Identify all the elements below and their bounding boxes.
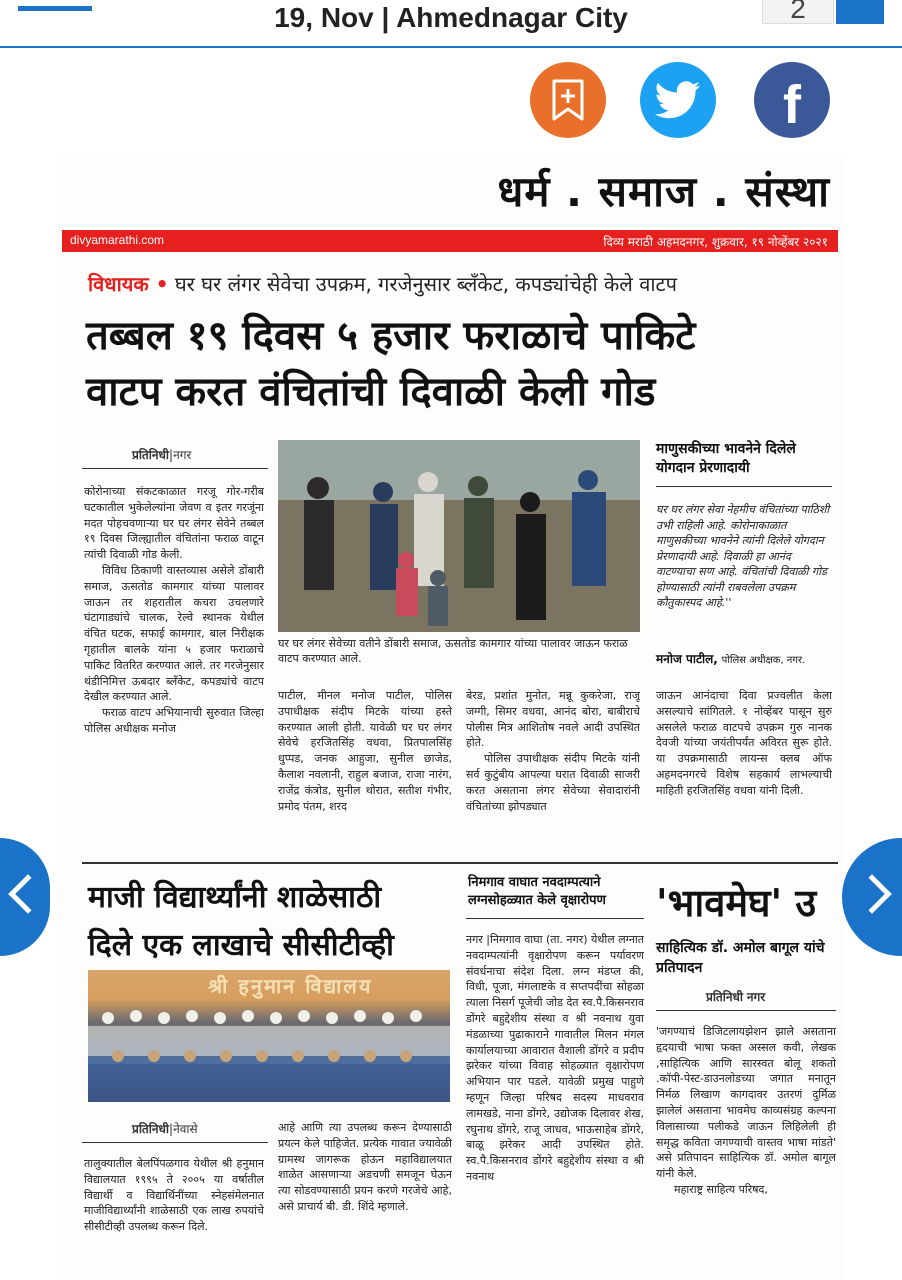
- bookmark-plus-icon: [551, 79, 585, 121]
- story3-headline[interactable]: निमगाव वाघात नवदाम्पत्याने लग्नसोहळ्यात केले वृक्षारोपण: [468, 875, 606, 908]
- story1-sidebar-signature: [656, 650, 836, 667]
- divider: [82, 468, 268, 469]
- twitter-bird-icon: [655, 81, 701, 119]
- section-masthead: धर्म . समाज . संस्था: [497, 167, 830, 216]
- story4-subhead: साहित्यिक डॉ. अमोल बागूल यांचे प्रतिपादन: [656, 940, 825, 976]
- story4-body: [656, 1024, 836, 1280]
- paragraph: महाराष्ट्र साहित्य परिषद,: [674, 1182, 768, 1196]
- epaper-page[interactable]: [58, 158, 844, 1280]
- divider: [656, 486, 832, 487]
- story1-kicker-label: विधायक •: [88, 272, 169, 296]
- story4-byline: [706, 988, 765, 1005]
- next-page-button[interactable]: [842, 838, 902, 956]
- story1-headline[interactable]: [86, 308, 695, 420]
- story1-photo-caption: घर घर लंगर सेवेच्या वतीने डोंबारी समाज, ऊसतोड कामगार यांच्या पालावर जाऊन फराळ वाटप करण्यात आले.: [278, 637, 628, 665]
- story1-byline: [132, 446, 191, 463]
- story2-column-1: तालुक्यातील बेलपिंपळगाव येथील श्री हनुमान विद्यालयात १९९५ ते २००५ या वर्षातील विद्यार्थी व विद्यार्थिनींच्या स्नेहसंमेलनात माजीविद्यार्थ्यांनी शाळेसाठी एक लाख रुपयांचे सीसीटीव्ही उपलब्ध करून दिले.: [84, 1157, 264, 1234]
- byline-place: |नगर: [169, 448, 192, 462]
- section-divider: [82, 862, 838, 864]
- story1-photo[interactable]: [278, 440, 640, 632]
- quote-author: मनोज पाटील,: [656, 652, 718, 666]
- paragraph: पोलिस उपाधीक्षक संदीप मिटके यांनी सर्व कुटुंबीय आपल्या घरात दिवाळी साजरी करत असताना लंगर सेवेच्या सेवादारांनी वंचितांच्या झोपड्यात: [466, 752, 640, 813]
- byline-name: प्रतिनिधी: [706, 990, 744, 1004]
- quote-author-role: पोलिस अधीक्षक, नगर.: [721, 655, 806, 666]
- byline-place: नगर: [746, 990, 766, 1004]
- divider: [82, 1142, 268, 1143]
- facebook-share-button[interactable]: [754, 62, 830, 138]
- previous-page-button[interactable]: [0, 838, 50, 956]
- story1-column-2: पाटील, मीनल मनोज पाटील, पोलिस उपाधीक्षक संदीप मिटके यांच्या हस्ते करण्यात आली होती. यावेळी घर घर लंगर सेवेचे हरजितसिंह वधवा, प्रितपालसिंह धुप्पड, जनक आहुजा, सुनील छाजेड, कैलाश नवलानी, राहुल बजाज, राजा नारंग, राजेंद्र कंत्रोड, सुनील थोरात, सतीश गंभीर, प्रमोद पंतम, शरद: [278, 689, 452, 813]
- story2-headline[interactable]: [88, 874, 394, 970]
- bookmark-button[interactable]: [530, 62, 606, 138]
- divider: [466, 918, 644, 919]
- story1-column-4: जाऊन आनंदाचा दिवा प्रज्वलीत केला असल्याचे सांगितले. १ नोव्हेंबर पासून सुरु असलेले फराळ वाटपचे उपक्रम गुरु नानक देवजी यांच्या जयंतीपर्यंत अविरत सुरू होते. या उपक्रमासाठी लायन्स क्लब ऑफ अहमदनगरचे विशेष सहकार्य लाभल्याची माहिती हरजितसिंह वधवा यांनी दिली.: [656, 689, 832, 797]
- story1-column-1: [84, 484, 264, 848]
- story1-sidebar-title: माणुसकीच्या भावनेने दिलेले योगदान प्रेरणादायी: [656, 441, 796, 476]
- chevron-left-icon: [8, 874, 48, 914]
- story2-byline: [132, 1120, 198, 1137]
- paragraph: फराळ वाटप अभियानाची सुरुवात जिल्हा पोलिस अधीक्षक मनोज: [84, 706, 264, 735]
- site-url: divyamarathi.com: [70, 233, 165, 247]
- school-banner-text: श्री हनुमान विद्यालय: [208, 974, 373, 998]
- edition-title: 19, Nov | Ahmednagar City: [274, 2, 628, 33]
- divider: [656, 1010, 836, 1011]
- story1-column-3: [466, 688, 640, 854]
- chevron-right-icon: [852, 874, 892, 914]
- byline-place: |नेवासे: [169, 1122, 198, 1136]
- paragraph: 'जगण्याचं डिजिटलायझेशन झाले असताना हृदयाची भाषा फक्त अस्सल कवी, लेखक ,साहित्यिक आणि सारस्वत बोलू शकतो .कॉपी-पेस्ट-डाउनलोडच्या जगात मनातून निर्मळ लिखाण कागदावर उतरणं दुर्मिळ झालेलं असताना भावमेघ काव्यसंग्रह कल्पना विलासाच्या पलीकडे जाऊन लिहिलेली ही समृद्ध कविता जगण्याची वास्तव भाषा मांडते' असे प्रतिपादन साहित्यिक डॉ. अमोल बागूल यांनी केले.: [656, 1025, 836, 1181]
- paragraph: विविध ठिकाणी वास्तव्यास असेले डोंबारी समाज, ऊसतोड कामगार यांच्या पालावर जाऊन तर शहरातील कचरा उचलणारे घंटागाड्यांचे चालक, रेल्वे स्थानक येथील वंचित घटक, सफाई कामगार, बाल निरीक्षक गृहातील बालके यांना ५ हजार फराळाचे पाकिट वितरित करण्यात आले. तर गरजेनुसार थंडीनिमित्त ऊबदार ब्लँकेट, कपड्यांचे वाटप देखील करण्यात आले.: [84, 563, 264, 704]
- top-bar: [0, 0, 902, 48]
- story1-headline-line2: वाटप करत वंचितांची दिवाळी केली गोड: [86, 369, 656, 415]
- group-photo-placeholder: [88, 970, 450, 1102]
- people-photo-placeholder: [278, 440, 640, 632]
- page-next-tab[interactable]: [836, 0, 884, 24]
- page-number[interactable]: 2: [762, 0, 834, 24]
- byline-name: प्रतिनिधी: [132, 1122, 170, 1136]
- story2-headline-line1: माजी विद्यार्थ्यांनी शाळेसाठी: [88, 880, 382, 915]
- story2-headline-line2: दिले एक लाखाचे सीसीटीव्ही: [88, 928, 394, 963]
- story2-column-2: आहे आणि त्या उपलब्ध करून देण्यासाठी प्रयत्न केले पाहिजेत. प्रत्येक गावात ज्यावेळी ग्रामस्थ जागरूक होऊन महाविद्यालयात शाळेत आसणाऱ्या अडचणी समजून घेऊन त्या सोडवण्यासाठी प्रयन करणे गरजेचे आहे, असे प्राचार्य बी. डी. शिंदे म्हणाले.: [278, 1121, 452, 1213]
- paragraph: बेरड, प्रशांत मुनोत, मन्नू कुकरेजा, राजू जग्गी, सिमर वधवा, आनंद बोरा, बाबीराचे पोलीस मित्र आशितोष नवले आदी उपस्थित होते.: [466, 689, 640, 750]
- story1-kicker: [88, 270, 677, 297]
- twitter-share-button[interactable]: [640, 62, 716, 138]
- dateline: दिव्य मराठी अहमदनगर, शुक्रवार, १९ नोव्हेंबर २०२१: [603, 235, 828, 249]
- story1-kicker-text: घर घर लंगर सेवेचा उपक्रम, गरजेनुसार ब्लँकेट, कपड्यांचेही केले वाटप: [174, 272, 677, 296]
- story1-sidebar-quote: घर घर लंगर सेवा नेहमीच वंचितांच्या पाठिशी उभी राहिली आहे. कोरोनाकाळात माणुसकीच्या भावनेने त्यांनी दिलेले योगदान प्रेरणादायी आहे. दिवाळी हा आनंद वाटण्याचा सण आहे. वंचितांची दिवाळी गोड होण्यासाठी त्यांनी राबवलेला उपक्रम कौतुकास्पद आहे.'': [656, 503, 830, 609]
- paragraph: कोरोनाच्या संकटकाळात गरजू गोर-गरीब घटकातील भुकेलेल्यांना जेवण व इतर गरजूंना मदत पोहचवणाऱ्या घर घर लंगर सेवेने तब्बल १९ दिवस जिल्ह्यातील वंचितांना फराळ वाटून त्यांची दिवाळी गोड केली.: [84, 485, 264, 562]
- dateline-bar: [62, 230, 838, 252]
- story4-headline[interactable]: 'भावमेघ' उ: [656, 881, 817, 925]
- byline-name: प्रतिनिधी: [132, 448, 170, 462]
- facebook-f-icon: f: [783, 75, 801, 135]
- story1-headline-line1: तब्बल १९ दिवस ५ हजार फराळाचे पाकिटे: [86, 313, 696, 359]
- story3-body: नगर |निमगाव वाघा (ता. नगर) येथील लग्नात नवदाम्पत्यांनी वृक्षारोपण करून पर्यावरण संवर्धनाचा संदेश दिला. लग्न मंडप्ल की, विधी, पूजा, मंगलाष्टके व सप्तपदींचा सोहळा त्याला निसर्ग पूजेची जोड देत स्व.पै.किसनराव डोंगरे बहुद्देशीय संस्था व श्री नवनाथ युवा मंडळाच्या पुढाकाराने गावातील मिलन मंगल कार्यालयाच्या आवारात वैशाली डोंगरे व प्रदीप झरेकर यांच्या विवाह सोहळ्यात वृक्षारोपण अभियान पार पडले. यावेळी प्रमुख पाहुणे म्हणून जिल्हा परिषद सदस्य माधवराव लामखडे, नाना डोंगरे, उद्योजक दिलावर शेख, रघुनाथ डोंगरे, राजू जाधव, भाऊसाहेब डोंगरे, बाळू झरेकर आदी उपस्थित होते. स्व.पै.किसनराव डोंगरे बहुद्देशीय संस्था व श्री नवनाथ: [466, 933, 644, 1183]
- story2-photo[interactable]: [88, 970, 450, 1102]
